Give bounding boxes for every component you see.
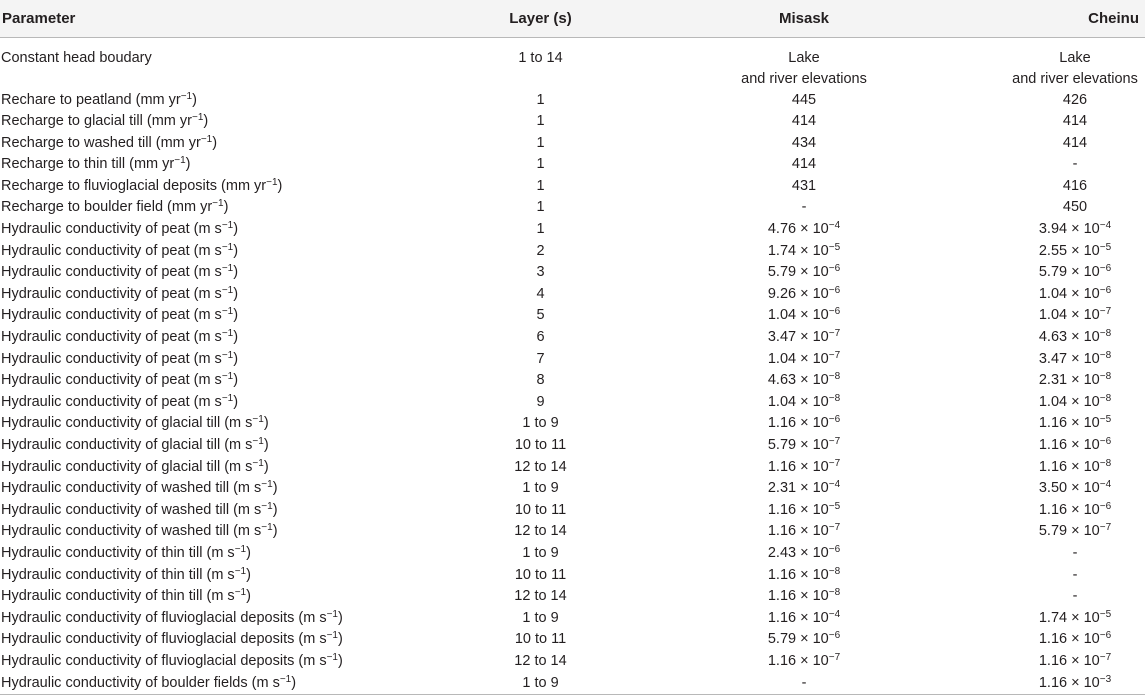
cell-misask: Lake and river elevations	[741, 49, 867, 87]
cell-parameter: Hydraulic conductivity of glacial till (m $s^{-1}$)	[1, 457, 269, 475]
cell-layer: 7	[536, 350, 545, 367]
cell-parameter: Recharge to thin till (mm $yr^{-1}$)	[1, 155, 191, 173]
table-row	[0, 457, 1145, 479]
cell-misask: $2.43 \times 10^{-6}$	[767, 543, 841, 561]
cell-cheinu: $1.04 \times 10^{-7}$	[1038, 306, 1112, 324]
cell-misask: $1.74 \times 10^{-5}$	[767, 241, 841, 259]
cell-parameter: Hydraulic conductivity of peat (m $s^{-1}$)	[1, 371, 239, 389]
table-row	[0, 90, 1145, 112]
cell-parameter: Hydraulic conductivity of washed till (m $s^{-1}$)	[1, 522, 278, 540]
cell-layer: 10 to 11	[514, 631, 567, 648]
cell-misask: $9.26 \times 10^{-6}$	[767, 284, 841, 302]
cell-parameter: Recharge to washed till (mm $yr^{-1}$)	[1, 133, 218, 151]
cell-parameter: Hydraulic conductivity of thin till (m $s^{-1}$)	[1, 565, 251, 583]
cell-misask: $1.16 \times 10^{-5}$	[767, 500, 841, 518]
cell-parameter: Recharge to boulder field (mm $yr^{-1}$)	[1, 198, 229, 216]
cell-layer: 10 to 11	[514, 437, 567, 453]
table-row	[0, 392, 1145, 414]
cell-cheinu: $2.55 \times 10^{-5}$	[1038, 241, 1112, 259]
table-row	[0, 651, 1145, 673]
table-row	[0, 154, 1145, 176]
cell-cheinu: $1.16 \times 10^{-6}$	[1038, 500, 1112, 518]
cell-cheinu: 426	[1062, 91, 1088, 108]
cell-parameter: Hydraulic conductivity of thin till (m $s^{-1}$)	[1, 543, 251, 561]
cell-layer: 1 to 9	[522, 609, 559, 626]
cell-parameter: Hydraulic conductivity of fluvioglacial deposits (m $s^{-1}$)	[1, 608, 343, 626]
table-row	[0, 370, 1145, 392]
cell-layer: 12 to 14	[514, 523, 567, 540]
cell-cheinu: $5.79 \times 10^{-6}$	[1038, 263, 1112, 281]
table-row	[0, 305, 1145, 327]
cell-misask: $4.76 \times 10^{-4}$	[767, 220, 841, 238]
cell-misask: $1.16 \times 10^{-7}$	[767, 522, 841, 540]
cell-cheinu: 414	[1062, 134, 1088, 151]
cell-layer: 1	[536, 91, 545, 108]
cell-misask: $1.16 \times 10^{-8}$	[767, 565, 841, 583]
table-row	[0, 241, 1145, 263]
cell-cheinu: $5.79 \times 10^{-7}$	[1038, 522, 1112, 540]
cell-parameter: Hydraulic conductivity of boulder fields (m $s^{-1}$)	[0, 673, 418, 695]
cell-layer: 1	[536, 134, 545, 151]
cell-parameter: Hydraulic conductivity of peat (m $s^{-1}$)	[1, 392, 239, 410]
cell-layer: 9	[536, 393, 545, 410]
cell-cheinu: $3.50 \times 10^{-4}$	[1038, 479, 1112, 497]
cell-parameter: Hydraulic conductivity of peat (m $s^{-1}$)	[1, 284, 239, 302]
cell-cheinu: $4.63 \times 10^{-8}$	[1038, 328, 1112, 346]
cell-parameter: Hydraulic conductivity of washed till (m $s^{-1}$)	[1, 479, 278, 497]
table-row	[0, 262, 1145, 284]
cell-misask: $1.04 \times 10^{-8}$	[767, 392, 841, 410]
table-row	[0, 219, 1145, 241]
cell-cheinu: $2.31 \times 10^{-8}$	[1038, 371, 1112, 389]
cell-misask: -	[663, 673, 945, 695]
cell-layer: 1	[536, 156, 545, 173]
table-row	[0, 565, 1145, 587]
table-row	[0, 478, 1145, 500]
cell-misask: $1.16 \times 10^{-6}$	[767, 414, 841, 432]
cell-misask: $1.16 \times 10^{-4}$	[767, 608, 841, 626]
cell-parameter: Hydraulic conductivity of washed till (m $s^{-1}$)	[1, 500, 278, 518]
cell-layer: 1 to 14	[518, 49, 563, 66]
cell-misask: 434	[791, 134, 817, 151]
table-row	[0, 284, 1145, 306]
cell-cheinu: $1.16 \times 10^{-6}$	[1038, 436, 1112, 453]
cell-misask: -	[801, 199, 807, 216]
cell-parameter: Hydraulic conductivity of glacial till (m $s^{-1}$)	[1, 436, 269, 453]
cell-cheinu: $1.04 \times 10^{-6}$	[1038, 284, 1112, 302]
header-misask: Misask	[778, 9, 830, 27]
cell-layer: 12 to 14	[514, 588, 567, 605]
cell-parameter: Rechare to peatland (mm $yr^{-1}$)	[1, 90, 197, 108]
table-row	[0, 500, 1145, 522]
table-header-row	[0, 0, 1145, 37]
cell-layer: 12 to 14	[514, 458, 567, 475]
cell-cheinu: -	[1072, 544, 1078, 561]
cell-parameter: Hydraulic conductivity of peat (m $s^{-1}$)	[1, 349, 239, 367]
cell-cheinu: Lake and river elevations	[1012, 49, 1138, 87]
header-layer: Layer (s)	[509, 9, 572, 27]
cell-cheinu: $1.74 \times 10^{-5}$	[1038, 608, 1112, 626]
table-row	[0, 673, 1145, 695]
cell-cheinu: 414	[1062, 113, 1088, 130]
table-row	[0, 176, 1145, 198]
cell-layer: 1 to 9	[522, 480, 559, 497]
cell-parameter: Constant head boudary	[1, 49, 152, 66]
cell-layer: 1 to 9	[418, 673, 663, 695]
cell-cheinu: -	[1072, 566, 1078, 583]
table-row	[0, 543, 1145, 565]
cell-cheinu: $1.16 \times 10^{-5}$	[1038, 414, 1112, 432]
cell-parameter: Recharge to fluvioglacial deposits (mm $yr^{-1}$)	[1, 176, 283, 194]
cell-misask: $1.16 \times 10^{-8}$	[767, 587, 841, 605]
cell-cheinu: -	[1072, 156, 1078, 173]
cell-layer: 1	[536, 177, 545, 194]
cell-cheinu: 416	[1062, 177, 1088, 194]
table-row	[0, 349, 1145, 371]
cell-parameter: Hydraulic conductivity of peat (m $s^{-1}$)	[1, 263, 239, 281]
cell-cheinu: $1.04 \times 10^{-8}$	[1038, 392, 1112, 410]
cell-misask: 445	[791, 91, 817, 108]
cell-misask: $5.79 \times 10^{-6}$	[767, 263, 841, 281]
cell-misask: $5.79 \times 10^{-6}$	[767, 630, 841, 648]
cell-cheinu: $3.47 \times 10^{-8}$	[1038, 349, 1112, 367]
table-row	[0, 521, 1145, 543]
cell-layer: 10 to 11	[514, 501, 567, 518]
cell-layer: 1	[536, 199, 545, 216]
table-row	[0, 413, 1145, 435]
cell-parameter: Hydraulic conductivity of glacial till (m $s^{-1}$)	[1, 414, 269, 432]
cell-misask: 431	[791, 177, 817, 194]
cell-layer: 1 to 9	[522, 415, 559, 432]
cell-layer: 5	[536, 307, 545, 324]
cell-misask: $4.63 \times 10^{-8}$	[767, 371, 841, 389]
cell-misask: $2.31 \times 10^{-4}$	[767, 479, 841, 497]
table-row	[0, 197, 1145, 219]
cell-misask: $1.04 \times 10^{-7}$	[767, 349, 841, 367]
cell-cheinu: $3.94 \times 10^{-4}$	[1038, 220, 1112, 238]
cell-cheinu: $1.16 \times 10^{-6}$	[1038, 630, 1112, 648]
table-row	[0, 37, 1145, 90]
cell-parameter: Hydraulic conductivity of peat (m $s^{-1}$)	[1, 306, 239, 324]
table-row	[0, 586, 1145, 608]
cell-cheinu: $1.16 \times 10^{-8}$	[1038, 457, 1112, 475]
cell-cheinu: $1.16 \times 10^{-7}$	[1038, 651, 1112, 669]
cell-cheinu: 450	[1062, 199, 1088, 216]
cell-misask: $1.16 \times 10^{-7}$	[767, 651, 841, 669]
cell-layer: 1	[536, 221, 545, 238]
cell-parameter: Hydraulic conductivity of fluvioglacial deposits (m $s^{-1}$)	[1, 651, 343, 669]
cell-misask: $5.79 \times 10^{-7}$	[767, 436, 841, 453]
cell-cheinu: $1.16 \times 10^{-3}$	[945, 673, 1145, 695]
table-row	[0, 327, 1145, 349]
cell-misask: $1.16 \times 10^{-7}$	[767, 457, 841, 475]
cell-layer: 3	[536, 264, 545, 281]
cell-cheinu: -	[1072, 588, 1078, 605]
cell-misask: 414	[791, 156, 817, 173]
cell-parameter: Hydraulic conductivity of peat (m $s^{-1}$)	[1, 328, 239, 346]
cell-parameter: Hydraulic conductivity of peat (m $s^{-1}$)	[1, 220, 239, 238]
cell-layer: 12 to 14	[514, 652, 567, 669]
table-row	[0, 608, 1145, 630]
cell-layer: 1	[536, 113, 545, 130]
cell-parameter: Hydraulic conductivity of fluvioglacial deposits (m $s^{-1}$)	[1, 630, 343, 648]
cell-parameter: Hydraulic conductivity of peat (m $s^{-1}$)	[1, 241, 239, 259]
cell-layer: 2	[536, 242, 545, 259]
cell-layer: 8	[536, 372, 545, 389]
cell-layer: 1 to 9	[522, 544, 559, 561]
cell-parameter: Hydraulic conductivity of thin till (m $s^{-1}$)	[1, 587, 251, 605]
cell-parameter: Recharge to glacial till (mm $yr^{-1}$)	[1, 112, 209, 130]
cell-layer: 10 to 11	[514, 566, 567, 583]
cell-layer: 4	[536, 285, 545, 302]
table-row	[0, 629, 1145, 651]
cell-misask: $3.47 \times 10^{-7}$	[767, 328, 841, 346]
table-row	[0, 133, 1145, 155]
cell-layer: 6	[536, 329, 545, 346]
cell-misask: $1.04 \times 10^{-6}$	[767, 306, 841, 324]
table-row	[0, 435, 1145, 457]
header-cheinu: Cheinu	[1088, 9, 1139, 27]
table-row	[0, 111, 1145, 133]
cell-misask: 414	[791, 113, 817, 130]
header-parameter: Parameter	[2, 9, 76, 27]
